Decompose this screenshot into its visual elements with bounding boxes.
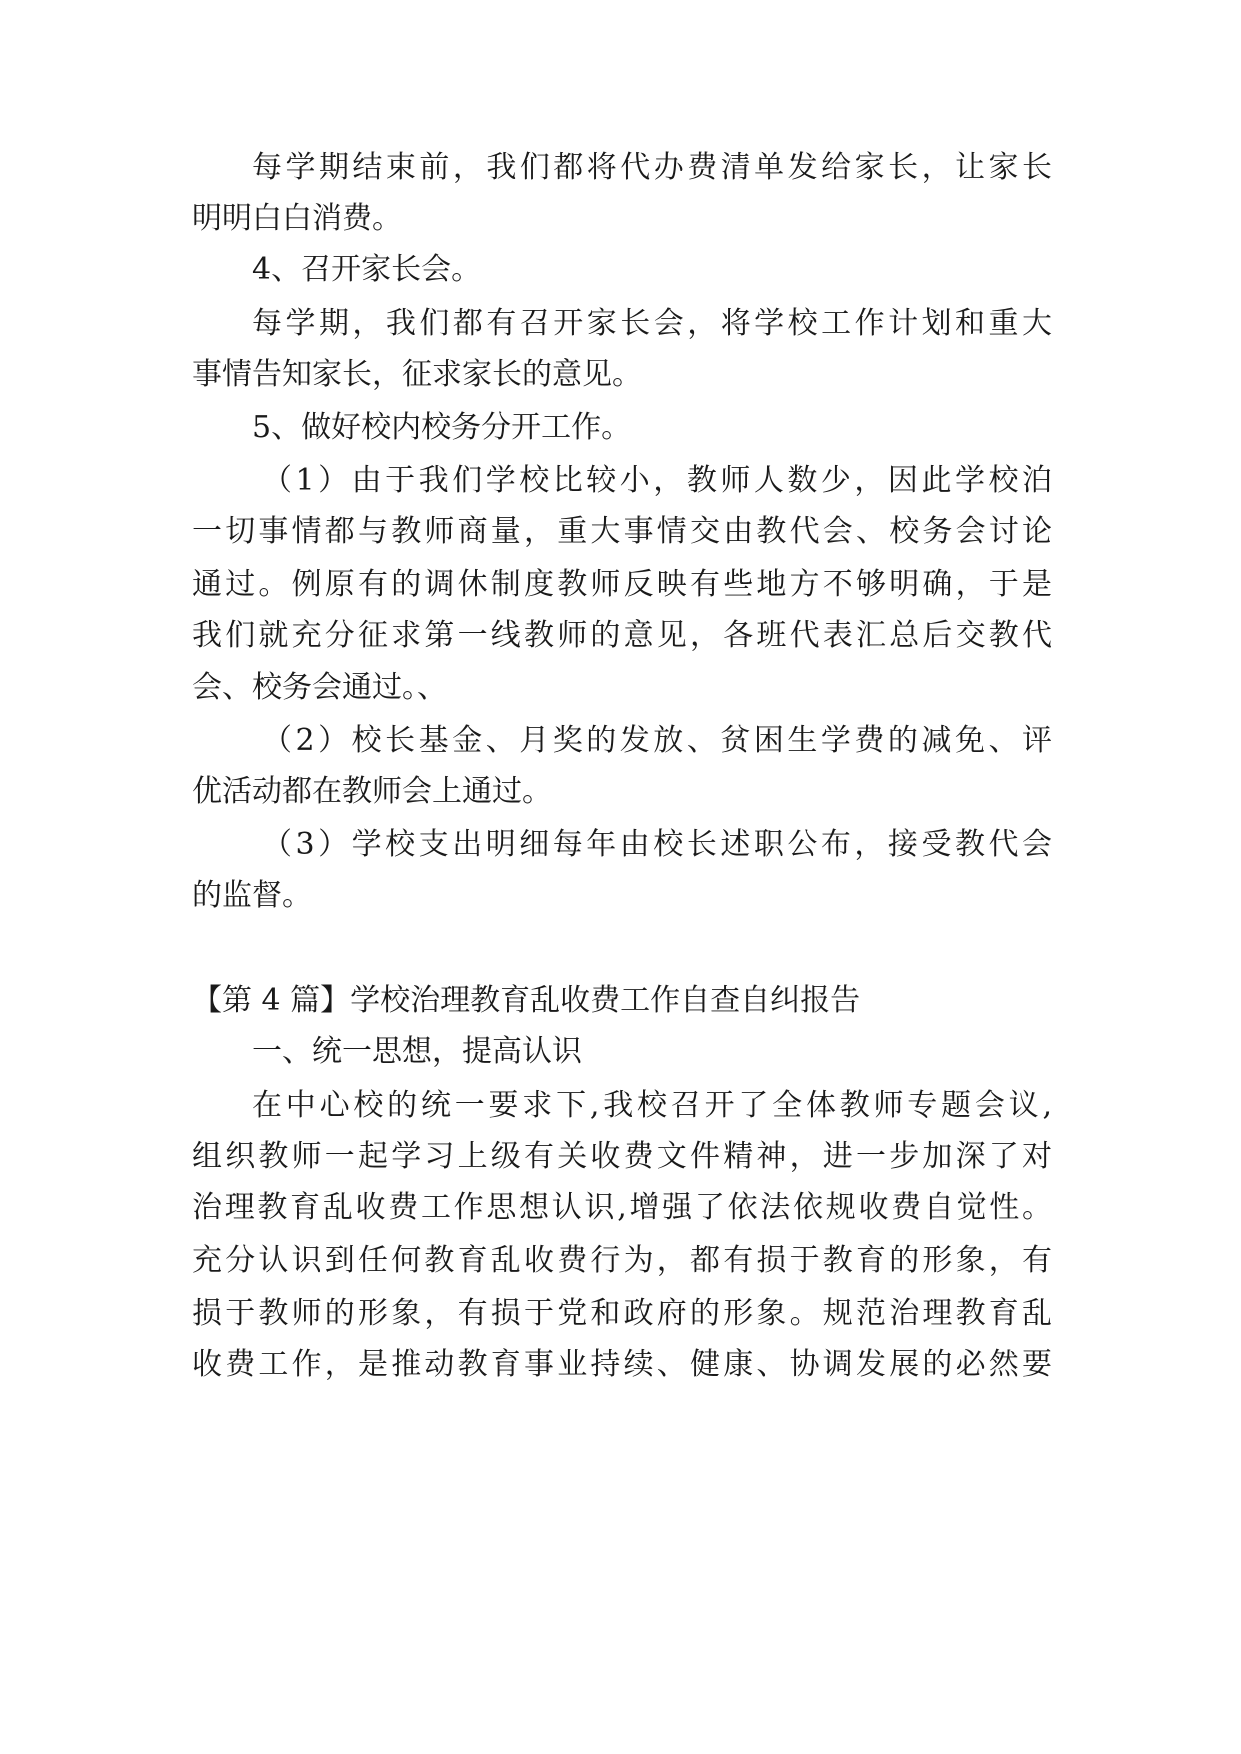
body-line: 每学期，我们都有召开家长会，将学校工作计划和重大 [252, 306, 1052, 341]
body-line: 我们就充分征求第一线教师的意见，各班代表汇总后交教代 [192, 618, 1052, 653]
body-line: 组织教师一起学习上级有关收费文件精神，进一步加深了对 [192, 1139, 1052, 1174]
body-line: 事情告知家长，征求家长的意见。 [192, 357, 642, 392]
body-line: 明明白白消费。 [192, 201, 402, 236]
body-line: 收费工作，是推动教育事业持续、健康、协调发展的必然要 [192, 1347, 1052, 1382]
section-title: 【第 4 篇】学校治理教育乱收费工作自查自纠报告 [192, 983, 861, 1018]
body-line: 充分认识到任何教育乱收费行为，都有损于教育的形象，有 [192, 1243, 1052, 1278]
body-line: （2）校长基金、月奖的发放、贫困生学费的减免、评 [262, 723, 1052, 758]
body-line: 的监督。 [192, 878, 312, 913]
body-line: 通过。例原有的调休制度教师反映有些地方不够明确，于是 [192, 567, 1052, 602]
body-line: 在中心校的统一要求下,我校召开了全体教师专题会议, [252, 1088, 1052, 1123]
list-item-heading: 5、做好校内校务分开工作。 [252, 410, 632, 445]
body-line: （1）由于我们学校比较小，教师人数少，因此学校泊 [262, 463, 1052, 498]
section-heading: 一、统一思想，提高认识 [252, 1034, 582, 1069]
body-line: 治理教育乱收费工作思想认识,增强了依法依规收费自觉性。 [192, 1190, 1052, 1225]
body-line: 一切事情都与教师商量，重大事情交由教代会、校务会讨论 [192, 514, 1052, 549]
body-line: （3）学校支出明细每年由校长述职公布，接受教代会 [262, 827, 1052, 862]
list-item-heading: 4、召开家长会。 [252, 252, 482, 287]
body-line: 每学期结束前，我们都将代办费清单发给家长，让家长 [252, 150, 1052, 185]
body-line: 损于教师的形象，有损于党和政府的形象。规范治理教育乱 [192, 1296, 1052, 1331]
body-line: 会、校务会通过。、 [192, 670, 447, 705]
body-line: 优活动都在教师会上通过。 [192, 774, 552, 809]
